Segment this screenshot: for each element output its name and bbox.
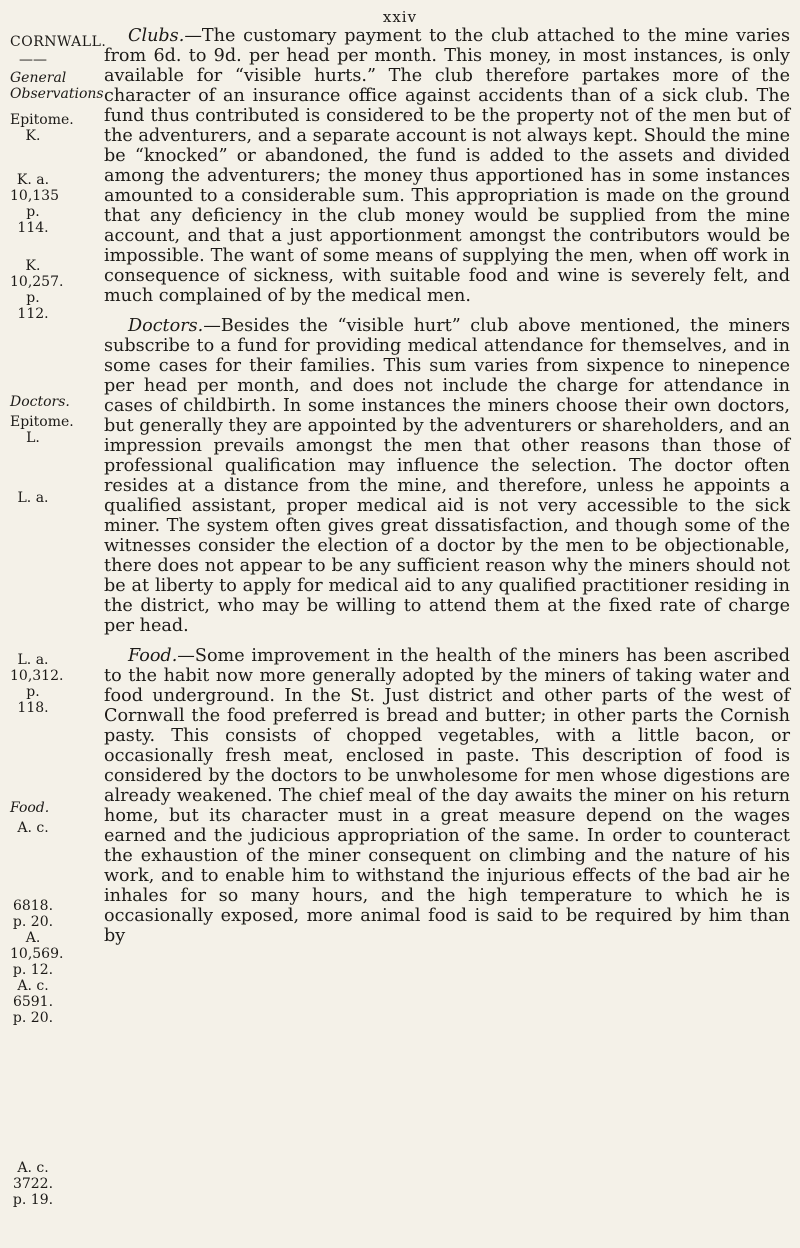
- heading-clubs: Clubs.: [128, 26, 185, 46]
- paragraph-clubs: [104, 26, 790, 306]
- margin-doctors: Doctors.: [10, 394, 70, 410]
- margin-food: Food.: [10, 800, 50, 816]
- text-clubs: —The customary payment to the club attached to the mine varies from 6d. to 9d. per head per month. This money, in most instances, is only available for “visible hurts.” The club therefore partakes more of the character of an insurance office against accidents than of a sick club. The fund thus contributed is considered to be the property not of the men but of the adventurers, and a separate account is not always kept. Should the mine be “knocked” or abandoned, the fund is added to the assets and divided among the adventurers; the money thus apportioned has in some instances amounted to a considerable sum. This appropriation is made on the ground that any deficiency in the club money would be supplied from the mine account, and that a just apportionment amongst the contributors would be impossible. The want of some means of supplying the men, when off work in consequence of sickness, with suitable food and wine is severely felt, and much complained of by the medical men.: [104, 26, 790, 306]
- paragraph-food: [104, 646, 790, 946]
- margin-notes: [10, 0, 109, 1248]
- body-text: [104, 26, 790, 946]
- margin-epitome-l: Epitome. L.: [10, 414, 74, 446]
- margin-dash: ——: [19, 52, 47, 68]
- page-number: xxiv: [382, 8, 418, 26]
- margin-ref-a-c-1: A. c.: [17, 820, 49, 836]
- margin-ref-l-a-2: L. a. 10,312. p. 118.: [10, 652, 64, 716]
- heading-food: Food.: [128, 646, 178, 666]
- margin-ref-6818: 6818. p. 20. A. 10,569. p. 12. A. c. 6591. p. 20.: [10, 898, 64, 1026]
- paragraph-doctors: [104, 316, 790, 636]
- margin-section-cornwall: CORNWALL.: [10, 34, 107, 50]
- margin-epitome: Epitome. K.: [10, 112, 74, 144]
- margin-ref-k: K. 10,257. p. 112.: [10, 258, 64, 322]
- margin-general-observations: General Observations.: [10, 70, 109, 102]
- margin-ref-3722: A. c. 3722. p. 19.: [12, 1160, 54, 1208]
- heading-doctors: Doctors.: [128, 316, 204, 336]
- text-food: —Some improvement in the health of the miners has been ascribed to the habit now more generally adopted by the miners of taking water and food underground. In the St. Just district and other parts of the west of Cornwall the food preferred is bread and butter; in other parts the Cornish pasty. This consists of chopped vegetables, with a little bacon, or occasionally fresh meat, enclosed in paste. This description of food is considered by the doctors to be unwholesome for men whose digestions are already weakened. The chief meal of the day awaits the miner on his return home, but its character must in a great measure depend on the wages earned and the judicious appropriation of the same. In order to counteract the exhaustion of the miner consequent on climbing and the nature of his work, and to enable him to withstand the injurious effects of the bad air he inhales for so many hours, and the high temperature to which he is occasionally exposed, more animal food is said to be required by him than by: [104, 646, 790, 946]
- margin-ref-l-a: L. a.: [17, 490, 49, 506]
- margin-ref-k-a: K. a. 10,135 p. 114.: [10, 172, 59, 236]
- text-doctors: —Besides the “visible hurt” club above mentioned, the miners subscribe to a fund for providing medical attendance for themselves, and in some cases for their families. This sum varies from sixpence to ninepence per head per month, and does not include the charge for attendance in cases of childbirth. In some instances the miners choose their own doctors, but generally they are appointed by the adventurers or shareholders, and an impression prevails amongst the men that other reasons than those of professional qualification may influence the selection. The doctor often resides at a distance from the mine, and therefore, unless he appoints a qualified assistant, proper medical aid is not very accessible to the sick miner. The system often gives great dissatisfaction, and though some of the witnesses consider the election of a doctor by the men to be objectionable, there does not appear to be any sufficient reason why the miners should not be at liberty to apply for medical aid to any qualified practitioner residing in the district, who may be willing to attend them at the fixed rate of charge per head.: [104, 316, 791, 636]
